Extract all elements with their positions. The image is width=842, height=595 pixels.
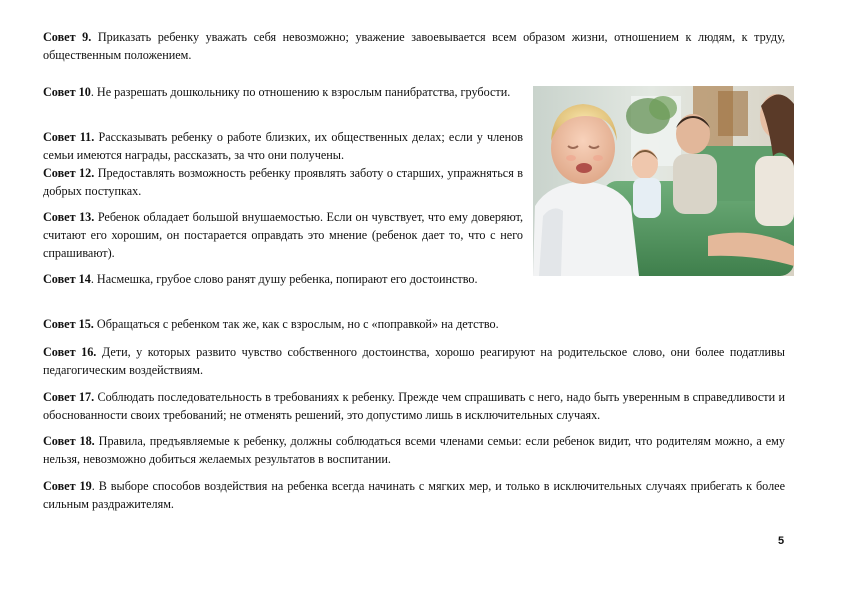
tip-10 <box>43 83 523 101</box>
tip-label: Совет 19 <box>43 479 92 493</box>
tip-12 <box>43 164 523 200</box>
tip-18 <box>43 432 785 468</box>
tip-13 <box>43 208 523 262</box>
tip-label: Совет 18. <box>43 434 95 448</box>
tip-text: Ребенок обладает большой внушаемостью. Если он чувствует, что ему доверяют, считают его хорошим, он постарается оправдать это мнение (ребенок дает то, что с него спрашивают). <box>43 210 523 260</box>
tip-label: Совет 15. <box>43 317 94 331</box>
tip-label: Совет 17. <box>43 390 95 404</box>
tip-9 <box>43 28 785 64</box>
tip-label: Совет 10 <box>43 85 91 99</box>
tip-text: Обращаться с ребенком так же, как с взрослым, но с «поправкой» на детство. <box>93 317 499 331</box>
tip-text: Рассказывать ребенку о работе близких, их общественных делах; если у членов семьи имеются награды, рассказать, за что они получены. <box>43 130 523 162</box>
tip-label: Совет 14 <box>43 272 91 286</box>
tip-text: . Насмешка, грубое слово ранят душу ребенка, попирают его достоинство. <box>90 272 478 286</box>
page-number: 5 <box>778 535 785 547</box>
tip-16 <box>43 343 785 379</box>
tip-17 <box>43 388 785 424</box>
tip-text: Приказать ребенку уважать себя невозможно; уважение завоевывается всем образом жизни, отношением к людям, к труду, общественным положением. <box>43 30 785 62</box>
tip-label: Совет 13. <box>43 210 95 224</box>
tip-14 <box>43 270 523 288</box>
tip-label: Совет 9. <box>43 30 92 44</box>
tip-text: . В выборе способов воздействия на ребенка всегда начинать с мягких мер, и только в исключительных случаях прибегать к более сильным раздражителям. <box>43 479 785 511</box>
tip-11 <box>43 128 523 164</box>
tip-label: Совет 16. <box>43 345 97 359</box>
tip-text: . Не разрешать дошкольнику по отношению к взрослым панибратства, грубости. <box>90 85 511 99</box>
tip-label: Совет 11. <box>43 130 95 144</box>
tip-text: Соблюдать последовательность в требованиях к ребенку. Прежде чем спрашивать с него, надо быть уверенным в справедливости и обоснованности своих требований; не отменять решений, это допустимо лишь в исключительных случаях. <box>43 390 785 422</box>
tip-text: Предоставлять возможность ребенку проявлять заботу о старших, упражняться в добрых поступках. <box>43 166 523 198</box>
family-photo <box>533 86 794 276</box>
tip-19 <box>43 477 785 513</box>
tip-text: Дети, у которых развито чувство собственного достоинства, хорошо реагируют на родительское слово, они более податливы педагогическим воздействиям. <box>43 345 785 377</box>
tip-label: Совет 12. <box>43 166 95 180</box>
tip-15 <box>43 315 785 333</box>
tip-text: Правила, предъявляемые к ребенку, должны соблюдаться всеми членами семьи: если ребенок видит, что родителям можно, а ему нельзя, невозможно добиться желаемых результатов в воспитании. <box>43 434 785 466</box>
